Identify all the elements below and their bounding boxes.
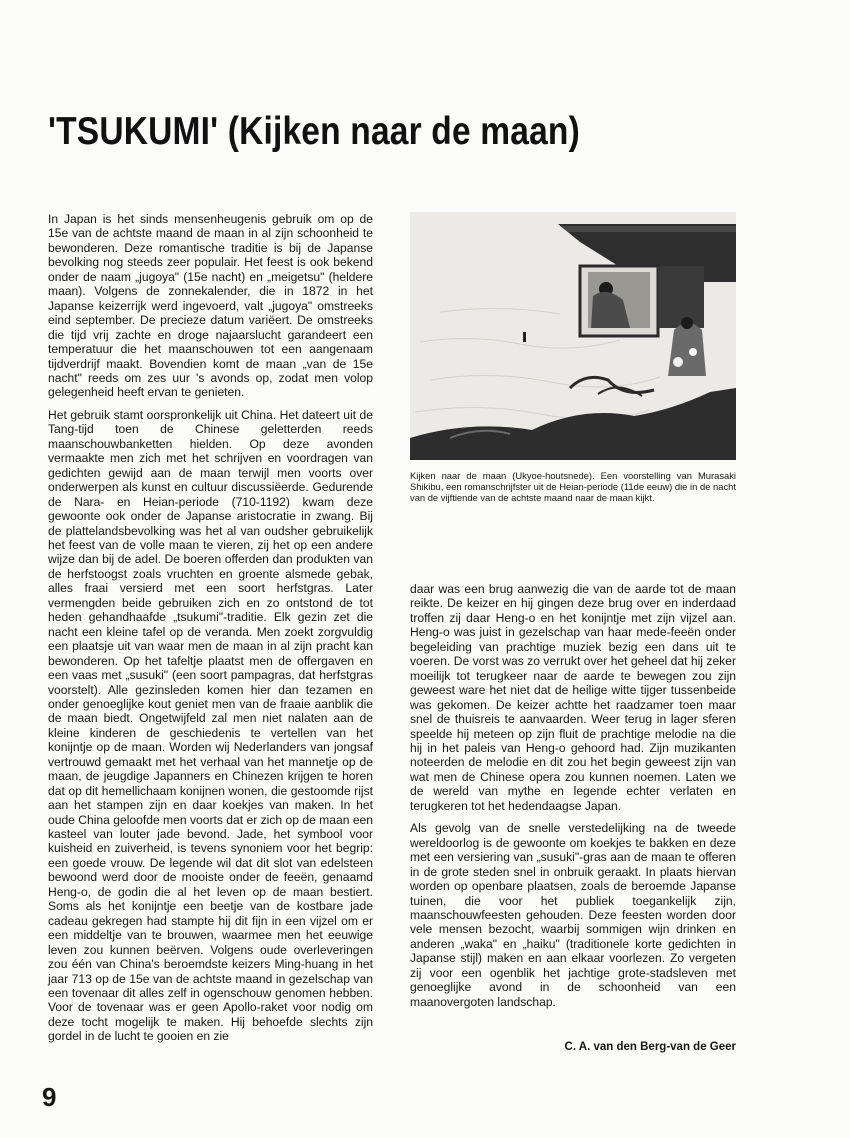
author-name: C. A. van den Berg-van de Geer	[564, 1041, 736, 1053]
article-paragraph: daar was een brug aanwezig die van de aarde tot de maan reikte. De keizer en hij gingen deze brug over en inderdaad troffen zij daar Heng-o en het konijntje met zijn vijzel aan. Heng-o was juist in gezelschap van haar mede-feeën onder begeleiding van prachtige muziek bezig een dans uit te voeren. De vorst was zo verrukt over het geheel dat hij zeker moeilijk tot terugkeer naar de aarde te bewegen zou zijn geweest ware het niet dat de heilige witte tijger tussenbeide was gekomen. De keizer achtte het raadzamer toen maar snel de thuisreis te aanvaarden. Weer terug in lager sferen speelde hij meteen op zijn fluit de prachtige melodie na die hij in het paleis van Heng-o gehoord had. Zijn muzikanten noteerden de melodie en dit zou het begin geweest zijn van wat men de Chinese opera zou kunnen noemen. Laten we de wereld van mythe en legende echter verlaten en terugkeren tot het hedendaagse Japan.	[410, 582, 736, 813]
article-paragraph: Het gebruik stamt oorspronkelijk uit China. Het dateert uit de Tang-tijd toen de Chinese geletterden reeds maanschouwbanketten hielden. Op deze avonden vermaakte men zich met het schrijven en voordragen van gedichten gewijd aan de maan terwijl men voorts over onderwerpen als kunst en cultuur discussiëerde. Gedurende de Nara- en Heian-periode (710-1192) kwam deze gewoonte ook onder de Japanse aristocratie in zwang. Bij de plattelandsbevolking was het al van oudsher gebruikelijk het feest van de volle maan te vieren, zij het op een andere wijze dan bij de adel. De boeren offerden dan produkten van de herfstoogst zoals vruchten en groente alsmede gebak, alles fraai versierd met een soort herfstgras. Later vermengden beide gebruiken zich en zo ontstond de tot heden gehandhaafde „tsukumi"-traditie. Elk gezin zet die nacht een kleine tafel op de veranda. Men zoekt zorgvuldig een plaatsje uit van waar men de maan in al zijn pracht kan bewonderen. Op het tafeltje plaatst men de offergaven en een vaas met „susuki" (een soort pampagras, dat herfstgras voorstelt). Alle gezinsleden komen hier dan tezamen en onder genoeglijke kout geniet men van de fraaie aanblik die de maan biedt. Ongetwijfeld zal men niet nalaten aan de kleine kinderen de geschiedenis te vertellen van het konijntje op de maan. Worden wij Nederlanders van jongsaf vertrouwd gemaakt met het verhaal van het mannetje op de maan, de jeugdige Japanners en Chinezen krijgen te horen dat op dit hemellichaam konijnen wonen, die gestoomde rijst aan het stampen zijn en daar koekjes van maken. In het oude China geloofde men voorts dat er zich op de maan een kasteel van louter jade bevond. Jade, het symbool voor kuisheid en zuiverheid, is tevens synoniem voor het begrip: een goede vrouw. De legende wil dat dit slot van edelsteen bewoond werd door de mooiste onder de feeën, genaamd Heng-o, de godin die al het leven op de maan bestiert. Soms als het konijntje een beetje van de kostbare jade cadeau gekregen had stampte hij dit fijn in een vijzel om er een middeltje van te brouwen, waarmee men het eeuwige leven zou kunnen beërven. Volgens oude overleveringen zou één van China's beroemdste keizers Ming-huang in het jaar 713 op de 15e van de achtste maand in gezelschap van een tovenaar dit alles zelf in ogenschouw genomen hebben. Voor de tovenaar was er geen Apollo-raket voor nodig om deze tocht mogelijk te maken. Hij behoefde slechts zijn gordel in de lucht te gooien en zie	[48, 407, 373, 1044]
woodblock-print-illustration	[410, 212, 736, 460]
article-title: 'TSUKUMI' (Kijken naar de maan)	[48, 110, 580, 153]
figure-caption: Kijken naar de maan (Ukyoe-houtsnede). Een voorstelling van Murasaki Shikibu, een romanschrijfster uit de Heian-periode (11de eeuw) die in de nacht van de vijftiende van de achtste maand naar de maan kijkt.	[410, 470, 736, 504]
article-body-left-column	[48, 212, 373, 1052]
page-number: 9	[42, 1082, 57, 1112]
article-body-right-column	[410, 582, 736, 1017]
article-paragraph: Als gevolg van de snelle verstedelijking na de tweede wereldoorlog is de gewoonte om koekjes te bakken en deze met een versiering van „susuki"-gras aan de maan te offeren in de grote steden snel in onbruik geraakt. In plaats hiervan worden op openbare plaatsen, zoals de beroemde Japanse tuinen, die voor het publiek toegankelijk zijn, maanschouwfeesten gehouden. Deze feesten worden door vele mensen bezocht, waarbij sommigen wijn drinken en anderen „waka" en „haiku" (traditionele korte gedichten in Japanse stijl) maken en aan elkaar voorlezen. Zo vergeten zij voor een ogenblik het jachtige grote-stadsleven met genoeglijke avond in de schoonheid van een maanovergoten landschap.	[410, 821, 736, 1009]
article-paragraph: In Japan is het sinds mensenheugenis gebruik om op de 15e van de achtste maand de maan in al zijn schoonheid te bewonderen. Deze romantische traditie is bij de Japanse bevolking nog steeds zeer populair. Het feest is ook bekend onder de naam „jugoya" (15e nacht) en „meigetsu" (heldere maan). Volgens de zonnekalender, die in 1872 in het Japanse keizerrijk werd ingevoerd, valt „jugoya" omstreeks eind september. De precieze datum variëert. De omstreeks die tijd vrij zachte en droge najaarslucht garandeert een temperatuur die het maanschouwen tot een aangenaam tijdverdrijf maakt. Bovendien komt de maan „van de 15e nacht" reeds om zes uur 's avonds op, zodat men volop gelegenheid heeft ervan te genieten.	[48, 212, 373, 400]
